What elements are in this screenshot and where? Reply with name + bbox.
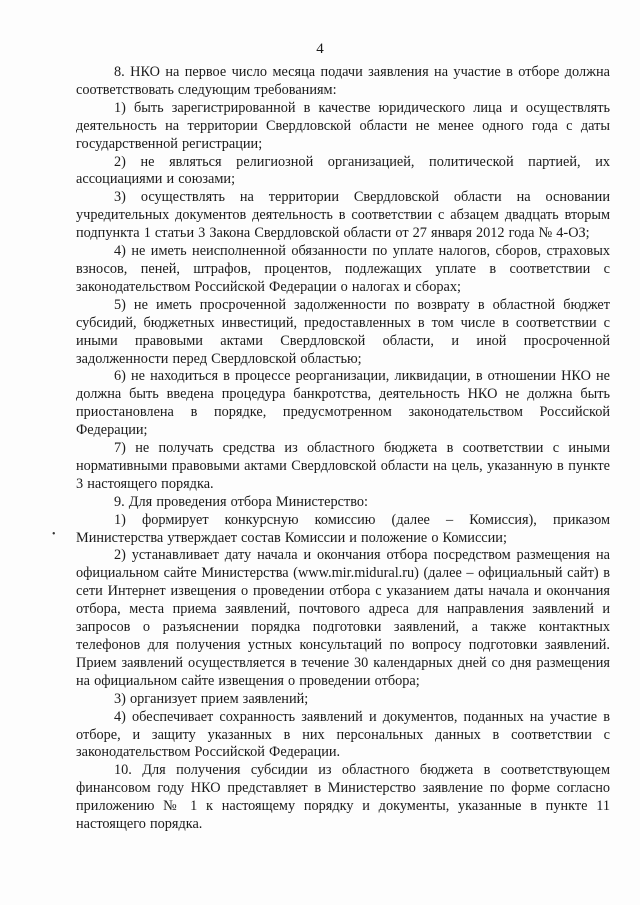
document-body: [76, 64, 610, 834]
paragraph-9-intro: 9. Для проведения отбора Министерство:: [114, 493, 368, 510]
requirement-1: 1) быть зарегистрированной в качестве юридического лица и осуществлять деятельность на территории Свердловской области не менее одного года с даты государственной регистрации;: [76, 99, 610, 152]
requirement-3: 3) осуществлять на территории Свердловской области на основании учредительных документов деятельность в соответствии с абзацем двадцать вторым подпункта 1 статьи 3 Закона Свердловской области от 27 января 2012 года № 4-ОЗ;: [76, 189, 610, 242]
page-number: 4: [316, 41, 324, 57]
margin-dot-mark: •: [52, 529, 56, 540]
requirement-6: 6) не находиться в процессе реорганизации, ликвидации, в отношении НКО не должна быть введена процедура банкротства, деятельность НКО не должна быть приостановлена в порядке, предусмотренном законодательством Российской Федерации;: [76, 368, 610, 439]
requirement-5: 5) не иметь просроченной задолженности по возврату в областной бюджет субсидий, бюджетных инвестиций, предоставленных в том числе в соответствии с иными правовыми актами Свердловской области, и иной просроченной задолженности перед Свердловской областью;: [76, 296, 610, 367]
ministry-duty-1: 1) формирует конкурсную комиссию (далее – Комиссия), приказом Министерства утверждает состав Комиссии и положение о Комиссии;: [76, 511, 610, 546]
paragraph-10: 10. Для получения субсидии из областного бюджета в соответствующем финансовом году НКО представляет в Министерство заявление по форме согласно приложению № 1 к настоящему порядку и документы, указанные в пункте 11 настоящего порядка.: [76, 762, 610, 833]
requirement-4: 4) не иметь неисполненной обязанности по уплате налогов, сборов, страховых взносов, пеней, штрафов, процентов, подлежащих уплате в соответствии с законодательством Российской Федерации о налогах и сборах;: [76, 243, 610, 295]
ministry-duty-4: 4) обеспечивает сохранность заявлений и документов, поданных на участие в отборе, и защиту указанных в них персональных данных в соответствии с законодательством Российской Федерации.: [76, 708, 610, 761]
paragraph-8-intro: 8. НКО на первое число месяца подачи заявления на участие в отборе должна соответствовать следующим требованиям:: [76, 64, 610, 98]
ministry-duty-3: 3) организует прием заявлений;: [114, 690, 309, 707]
ministry-duty-2: 2) устанавливает дату начала и окончания отбора посредством размещения на официальном сайте Министерства (www.mir.midural.ru) (далее – официальный сайт) в сети Интернет извещения о проведении отбора с указанием даты начала и окончания отбора, места приема заявлений, почтового адреса для направления заявлений и запросов о разъяснении порядка подготовки заявлений, а также контактных телефонов для получения устных консультаций по вопросу подготовки заявлений. Прием заявлений осуществляется в течение 30 календарных дней со дня размещения на официальном сайте извещения о проведении отбора;: [76, 547, 610, 689]
requirement-2: 2) не являться религиозной организацией, политической партией, их ассоциациями и союзами;: [76, 153, 610, 188]
requirement-7: 7) не получать средства из областного бюджета в соответствии с иными нормативными правовыми актами Свердловской области на цель, указанную в пункте 3 настоящего порядка.: [76, 440, 610, 492]
